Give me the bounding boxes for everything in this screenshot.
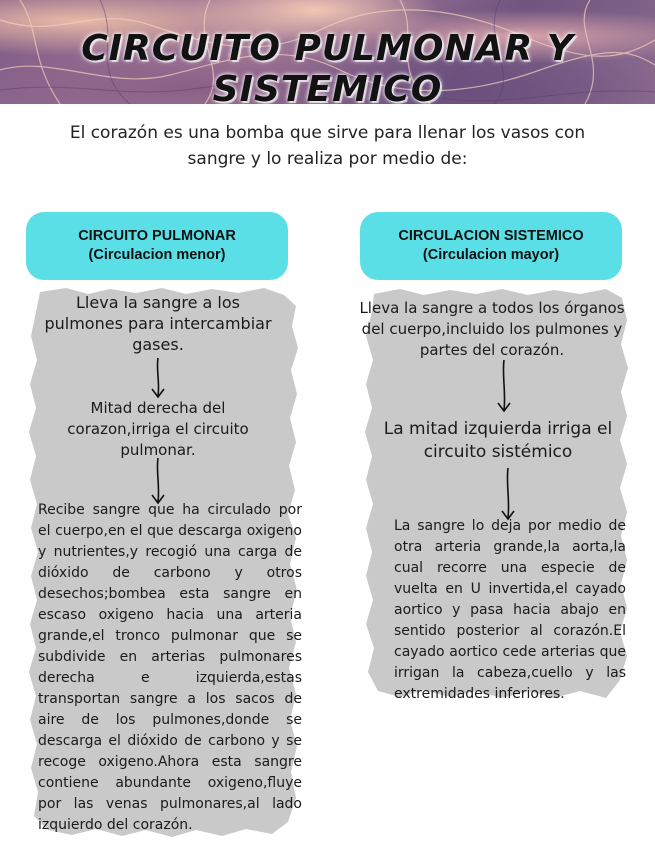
sistemico-arrow-2	[498, 466, 518, 522]
header-banner	[0, 0, 655, 104]
pulmonar-step-1: Lleva la sangre a los pulmones para intercambiar gases.	[44, 293, 272, 354]
pulmonar-heading-subtitle: (Circulacion menor)	[88, 247, 226, 263]
sistemico-heading-subtitle: (Circulacion mayor)	[422, 247, 560, 263]
pulmonar-heading-title: CIRCUITO PULMONAR	[78, 228, 236, 244]
sistemico-step-3: La sangre lo deja por medio de otra arteria grande,la aorta,la cual recorre una especie de vuelta en U invertida,el cayado aortico y pasa hacia abajo en sentido posterior al corazón.El cayado aortico cede arterias que irrigan la cabeza,cuello y las extremidades inferiores.	[394, 518, 626, 702]
pulmonar-step-3: Recibe sangre que ha circulado por el cuerpo,en el que descarga oxigeno y nutrientes,y recogió una carga de dióxido de carbono y otros desechos;bombea esta sangre en escaso oxigeno hacia una arteria grande,el tronco pulmonar que se subdivide en arterias pulmonares derecha e izquierda,estas transportan sangre a los sacos de aire de los pulmones,donde se descarga el dióxido de carbono y se recoge oxigeno.Ahora esta sangre contiene abundante oxigeno,fluye por las venas pulmonares,al lado izquierdo del corazón.	[38, 502, 302, 833]
pulmonar-arrow-2	[148, 456, 168, 506]
pulmonar-arrow-1	[148, 356, 168, 400]
page-title: CIRCUITO PULMONAR Y SISTEMICO	[81, 28, 574, 104]
sistemico-arrow-1	[494, 358, 514, 414]
pulmonar-heading	[26, 212, 288, 280]
intro-text: El corazón es una bomba que sirve para llenar los vasos con sangre y lo realiza por medio de:	[69, 123, 586, 169]
sistemico-step-1: Lleva la sangre a todos los órganos del cuerpo,incluido los pulmones y partes del corazón.	[359, 299, 625, 359]
sistemico-heading-title: CIRCULACION SISTEMICO	[398, 228, 584, 244]
sistemico-heading	[360, 212, 622, 280]
sistemico-step-2: La mitad izquierda irriga el circuito sistémico	[383, 419, 613, 462]
pulmonar-step-2: Mitad derecha del corazon,irriga el circuito pulmonar.	[67, 399, 249, 459]
